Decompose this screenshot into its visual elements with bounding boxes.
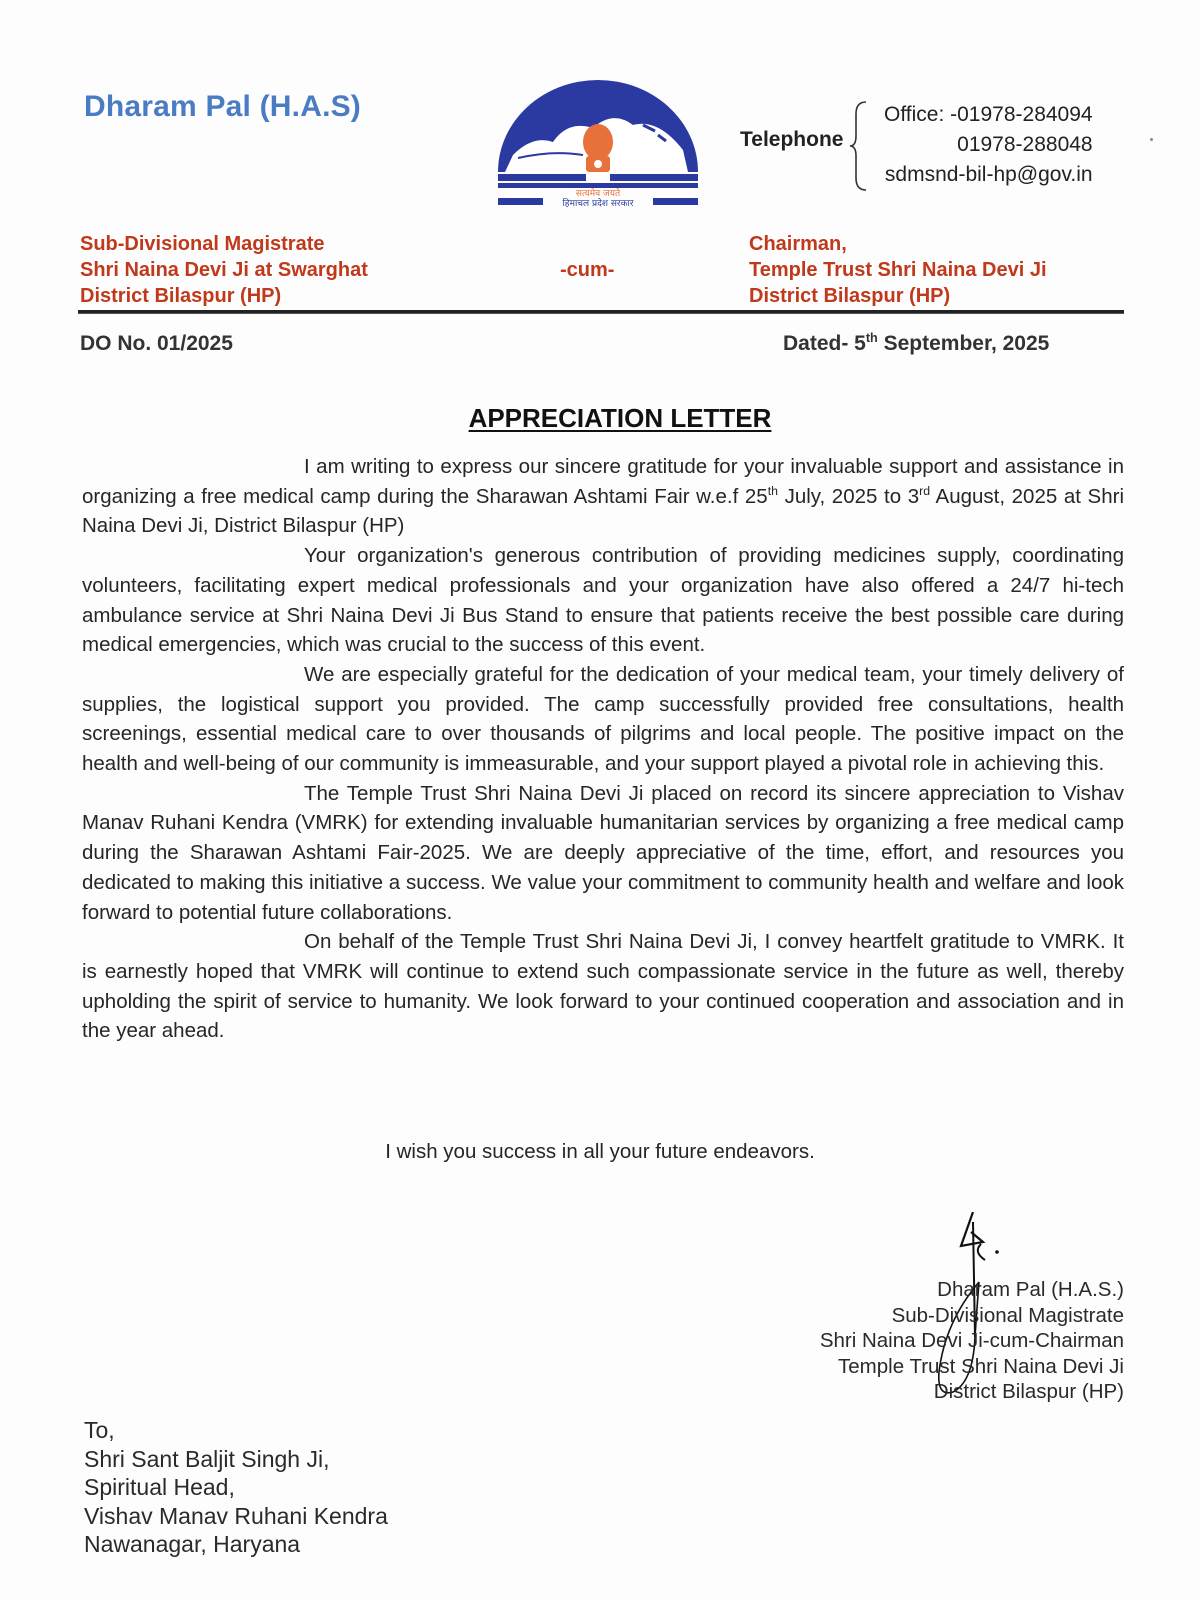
addressee-block — [84, 1416, 388, 1559]
addressee-line: Nawanagar, Haryana — [84, 1531, 301, 1557]
paragraph-5: On behalf of the Temple Trust Shri Naina Devi Ji, I convey heartfelt gratitude to VMRK. It is earnestly hoped that VMRK will continue to extend such compassionate service in the future as well, thereby upholding the spirit of service to humanity. We look forward to your continued cooperation and association and in the year ahead. — [82, 930, 1124, 1043]
signatory-title: Sub-Divisional Magistrate — [891, 1303, 1124, 1327]
do-number: DO No. 01/2025 — [80, 332, 233, 355]
secondary-phone: 01978-288048 — [957, 133, 1093, 156]
closing-line: I wish you success in all your future endeavors. — [385, 1140, 815, 1163]
letter-date — [783, 332, 1049, 356]
contact-email[interactable]: sdmsnd-bil-hp@gov.in — [884, 163, 1093, 186]
text-run: I am writing to express our sincere gratitude for your invaluable support and assistance in organizing a free medical camp during the Sharawan Ashtami Fair w.e.f 25 — [82, 455, 1124, 508]
paragraph-4: The Temple Trust Shri Naina Devi Ji placed on record its sincere appreciation to Vishav Manav Ruhani Kendra (VMRK) for extending invaluable humanitarian services by organizing a free medical camp during the Sharawan Ashtami Fair-2025. We are deeply appreciative of the time, effort, and resources you dedicated to making this initiative a success. We value your commitment to community health and welfare and look forward to potential future collaborations. — [82, 781, 1124, 924]
paragraph-1 — [82, 452, 1124, 541]
date-ordinal: th — [865, 331, 878, 345]
contact-details — [884, 100, 1093, 190]
addressee-line: Spiritual Head, — [84, 1474, 235, 1500]
text-run: August, 2025 at Shri Naina Devi Ji, District Bilaspur (HP) — [82, 484, 1124, 538]
telephone-label: Telephone — [740, 128, 844, 151]
sdm-titles — [80, 231, 368, 309]
curly-brace-icon — [850, 100, 870, 192]
signatory-title: Shri Naina Devi Ji-cum-Chairman — [819, 1329, 1124, 1352]
himachal-emblem-icon — [493, 80, 703, 210]
title-line: Sub-Divisional Magistrate — [80, 233, 325, 255]
signature-block — [820, 1277, 1124, 1405]
date-month-year: September, 2025 — [877, 332, 1050, 355]
office-phone: Office: -01978-284094 — [884, 103, 1093, 126]
svg-text:सत्यमेव जयते: सत्यमेव जयते — [575, 189, 621, 199]
chairman-titles — [749, 231, 1047, 309]
cum-separator: -cum- — [560, 259, 615, 281]
ordinal: th — [767, 483, 778, 498]
ordinal: rd — [919, 483, 931, 498]
text-run: July, 2025 to 3 — [777, 484, 920, 508]
title-line: District Bilaspur (HP) — [80, 285, 282, 307]
title-line: Chairman, — [749, 233, 847, 255]
letter-body — [82, 452, 1124, 1046]
addressee-line: Vishav Manav Ruhani Kendra — [84, 1502, 388, 1529]
signatory-title: Temple Trust Shri Naina Devi Ji — [838, 1354, 1124, 1378]
svg-text:हिमाचल प्रदेश सरकार: हिमाचल प्रदेश सरकार — [562, 199, 634, 209]
letter-title: APPRECIATION LETTER — [468, 403, 772, 433]
signatory-district: District Bilaspur (HP) — [933, 1380, 1124, 1403]
header-divider — [78, 310, 1124, 313]
title-line: District Bilaspur (HP) — [749, 285, 951, 307]
paragraph-2: Your organization's generous contribution of providing medicines supply, coordinating volunteers, facilitating expert medical professionals and your organization have also offered a 24/7 hi-tech ambulance service at Shri Naina Devi Ji Bus Stand to ensure that patients receive the best possible care during medical emergencies, which was crucial to the success of this event. — [82, 544, 1124, 657]
paragraph-3: We are especially grateful for the dedication of your medical team, your timely delivery of supplies, the logistical support you provided. The camp successfully provided free consultations, health screenings, essential medical care to over thousands of pilgrims and local people. The positive impact on the health and well-being of our community is immeasurable, and your support played a pivotal role in achieving this. — [82, 662, 1124, 776]
addressee-line: To, — [84, 1417, 115, 1443]
addressee-line: Shri Sant Baljit Singh Ji, — [84, 1445, 330, 1472]
date-day: Dated- 5 — [783, 332, 866, 355]
signatory-name: Dharam Pal (H.A.S.) — [937, 1278, 1124, 1301]
title-line: Shri Naina Devi Ji at Swarghat — [80, 259, 368, 281]
scan-speck — [1150, 138, 1153, 141]
officer-name: Dharam Pal (H.A.S) — [84, 90, 361, 123]
title-line: Temple Trust Shri Naina Devi Ji — [749, 259, 1047, 281]
